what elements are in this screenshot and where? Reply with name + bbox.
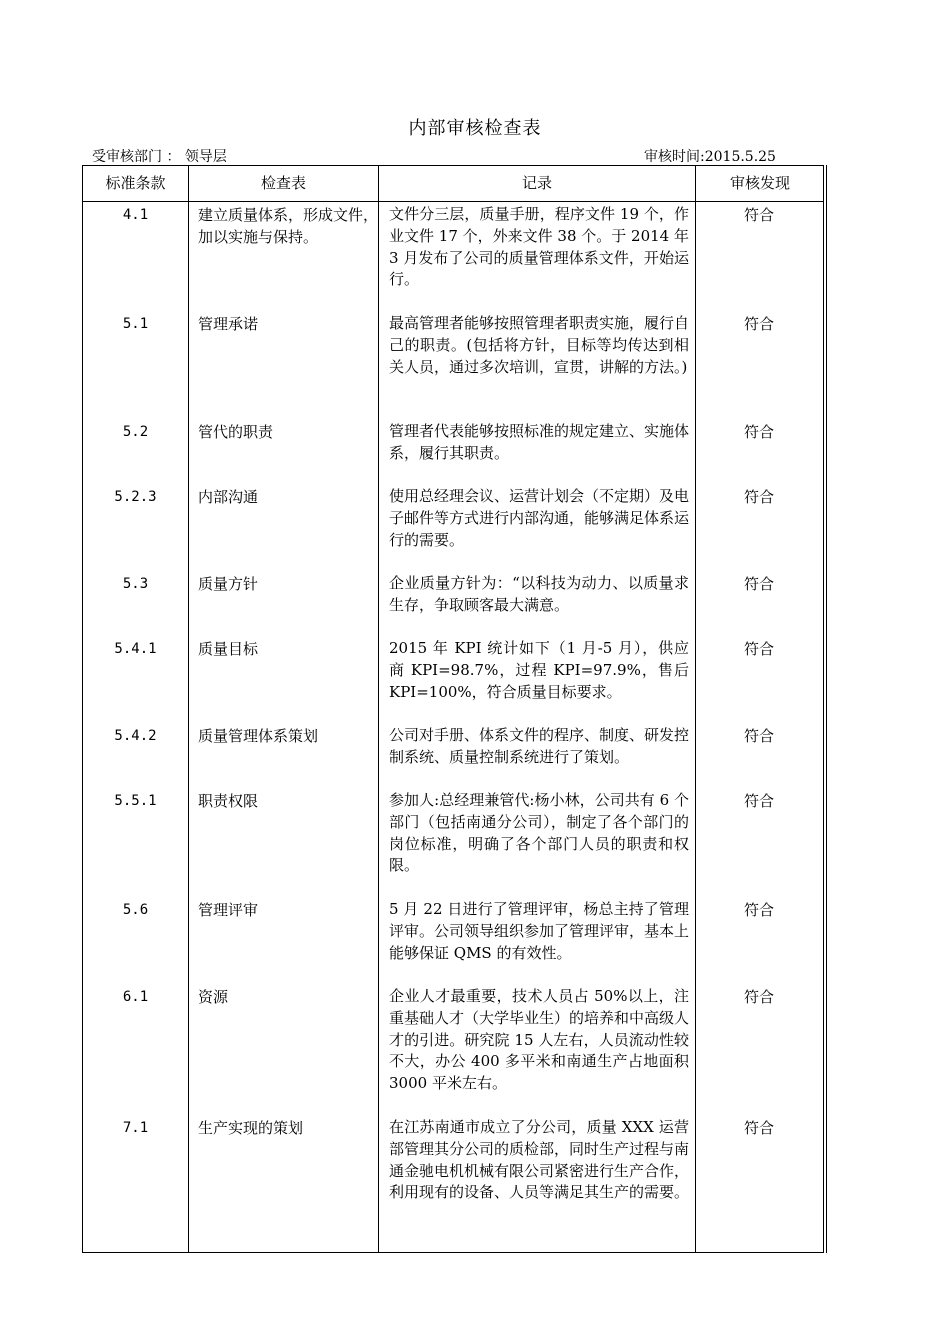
audit-checklist-table	[82, 165, 824, 1253]
record-cell: 文件分三层，质量手册，程序文件 19 个，作业文件 17 个，外来文件 38 个。于 2014 年 3 月发布了公司的质量管理体系文件，开始运行。	[389, 205, 689, 289]
item-cell: 建立质量体系，形成文件，加以实施与保持。	[198, 206, 379, 246]
header-checklist: 检查表	[260, 174, 306, 192]
record-cell: 管理者代表能够按照标准的规定建立、实施体系，履行其职责。	[389, 422, 690, 462]
column-divider	[378, 166, 379, 1252]
item-cell: 管代的职责	[198, 423, 274, 441]
record-cell: 最高管理者能够按照管理者职责实施，履行自己的职责。(包括将方针，目标等均传达到相关人员，通过多次培训，宣贯，讲解的方法。)	[389, 314, 690, 376]
clause-cell: 5.4.1	[114, 641, 157, 657]
finding-cell: 符合	[743, 1119, 774, 1137]
header-record: 记录	[521, 174, 552, 192]
clause-cell: 5.4.2	[114, 728, 157, 744]
clause-cell: 5.5.1	[114, 793, 157, 809]
finding-cell: 符合	[743, 575, 774, 593]
clause-cell: 4.1	[122, 207, 149, 223]
finding-cell: 符合	[743, 488, 774, 506]
item-cell: 质量方针	[198, 575, 259, 593]
finding-cell: 符合	[743, 988, 774, 1006]
header-clause: 标准条款	[105, 174, 166, 192]
record-cell: 2015 年 KPI 统计如下（1 月-5 月），供应商 KPI=98.7%，过程 KPI=97.9%，售后 KPI=100%，符合质量目标要求。	[389, 639, 689, 701]
finding-cell: 符合	[743, 901, 774, 919]
clause-cell: 7.1	[122, 1120, 149, 1136]
finding-cell: 符合	[743, 423, 774, 441]
item-cell: 管理承诺	[198, 315, 259, 333]
record-cell: 使用总经理会议、运营计划会（不定期）及电子邮件等方式进行内部沟通，能够满足体系运行的需要。	[389, 487, 690, 549]
clause-cell: 5.6	[122, 902, 149, 918]
header-divider	[83, 201, 823, 202]
item-cell: 职责权限	[198, 792, 259, 810]
clause-cell: 6.1	[122, 989, 149, 1005]
header-finding: 审核发现	[729, 174, 790, 192]
finding-cell: 符合	[743, 727, 774, 745]
page-title: 内部审核检查表	[408, 118, 542, 139]
record-cell: 企业质量方针为：“以科技为动力、以质量求生存，争取顾客最大满意。	[389, 574, 689, 614]
item-cell: 质量目标	[198, 640, 259, 658]
item-cell: 管理评审	[198, 901, 259, 919]
clause-cell: 5.3	[122, 576, 149, 592]
finding-cell: 符合	[743, 206, 774, 224]
finding-cell: 符合	[743, 315, 774, 333]
column-divider	[188, 166, 189, 1252]
item-cell: 生产实现的策划	[198, 1119, 304, 1137]
record-cell: 企业人才最重要，技术人员占 50%以上，注重基础人才（大学毕业生）的培养和中高级人才的引进。研究院 15 人左右，人员流动性较不大，办公 400 多平米和南通生产占地面积 3000 平米左右。	[389, 987, 690, 1093]
record-cell: 参加人:总经理兼管代:杨小林，公司共有 6 个部门（包括南通分公司），制定了各个部门的岗位标准，明确了各个部门人员的职责和权限。	[389, 791, 689, 875]
item-cell: 质量管理体系策划	[198, 727, 319, 745]
record-cell: 5 月 22 日进行了管理评审，杨总主持了管理评审。公司领导组织参加了管理评审，基本上能够保证 QMS 的有效性。	[389, 900, 690, 962]
item-cell: 资源	[198, 988, 229, 1006]
clause-cell: 5.2	[122, 424, 149, 440]
finding-cell: 符合	[743, 640, 774, 658]
clause-cell: 5.1	[122, 316, 149, 332]
record-cell: 公司对手册、体系文件的程序、制度、研发控制系统、质量控制系统进行了策划。	[389, 726, 690, 766]
finding-cell: 符合	[743, 792, 774, 810]
audited-department: 受审核部门 ： 领导层	[92, 149, 227, 165]
clause-cell: 5.2.3	[114, 489, 157, 505]
record-cell: 在江苏南通市成立了分公司，质量 XXX 运营部管理其分公司的质检部，同时生产过程与南通金驰电机机械有限公司紧密进行生产合作，利用现有的设备、人员等满足其生产的需要。	[389, 1118, 690, 1202]
item-cell: 内部沟通	[198, 488, 259, 506]
audit-time: 审核时间:2015.5.25	[644, 149, 776, 165]
